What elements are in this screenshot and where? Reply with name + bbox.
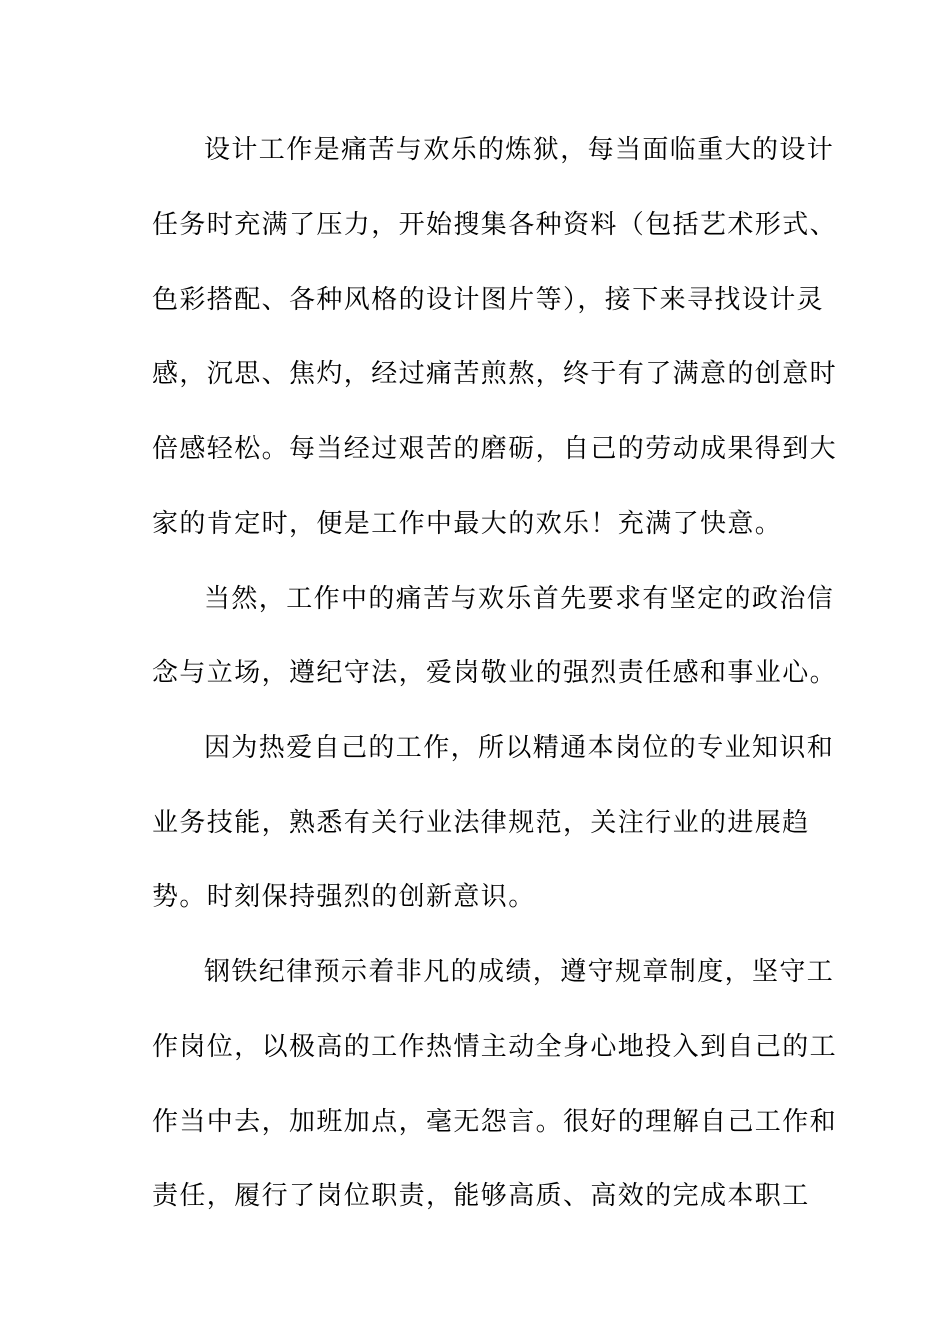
paragraph-4-line-2: 作岗位，以极高的工作热情主动全身心地投入到自己的工: [152, 1032, 838, 1062]
paragraph-2-line-1: 当然，工作中的痛苦与欢乐首先要求有坚定的政治信: [204, 584, 835, 614]
paragraph-1-line-5: 倍感轻松。每当经过艰苦的磨砺，自己的劳动成果得到大: [152, 434, 838, 464]
paragraph-2-line-2: 念与立场，遵纪守法，爱岗敬业的强烈责任感和事业心。: [152, 658, 838, 688]
paragraph-1-line-4: 感，沉思、焦灼，经过痛苦煎熬，终于有了满意的创意时: [152, 359, 838, 389]
paragraph-3-line-2: 业务技能，熟悉有关行业法律规范，关注行业的进展趋: [152, 808, 810, 838]
paragraph-1-line-3: 色彩搭配、各种风格的设计图片等），接下来寻找设计灵: [152, 285, 825, 315]
paragraph-1-line-6: 家的肯定时，便是工作中最大的欢乐！充满了快意。: [152, 509, 783, 539]
paragraph-4-line-4: 责任，履行了岗位职责，能够高质、高效的完成本职工: [152, 1181, 810, 1211]
paragraph-1-line-2: 任务时充满了压力，开始搜集各种资料（包括艺术形式、: [152, 210, 838, 240]
paragraph-3-line-1: 因为热爱自己的工作，所以精通本岗位的专业知识和: [204, 733, 835, 763]
paragraph-4-line-3: 作当中去，加班加点，毫无怨言。很好的理解自己工作和: [152, 1107, 838, 1137]
paragraph-1-line-1: 设计工作是痛苦与欢乐的炼狱，每当面临重大的设计: [204, 135, 835, 165]
paragraph-3-line-3: 势。时刻保持强烈的创新意识。: [152, 882, 536, 912]
paragraph-4-line-1: 钢铁纪律预示着非凡的成绩，遵守规章制度，坚守工: [204, 957, 835, 987]
